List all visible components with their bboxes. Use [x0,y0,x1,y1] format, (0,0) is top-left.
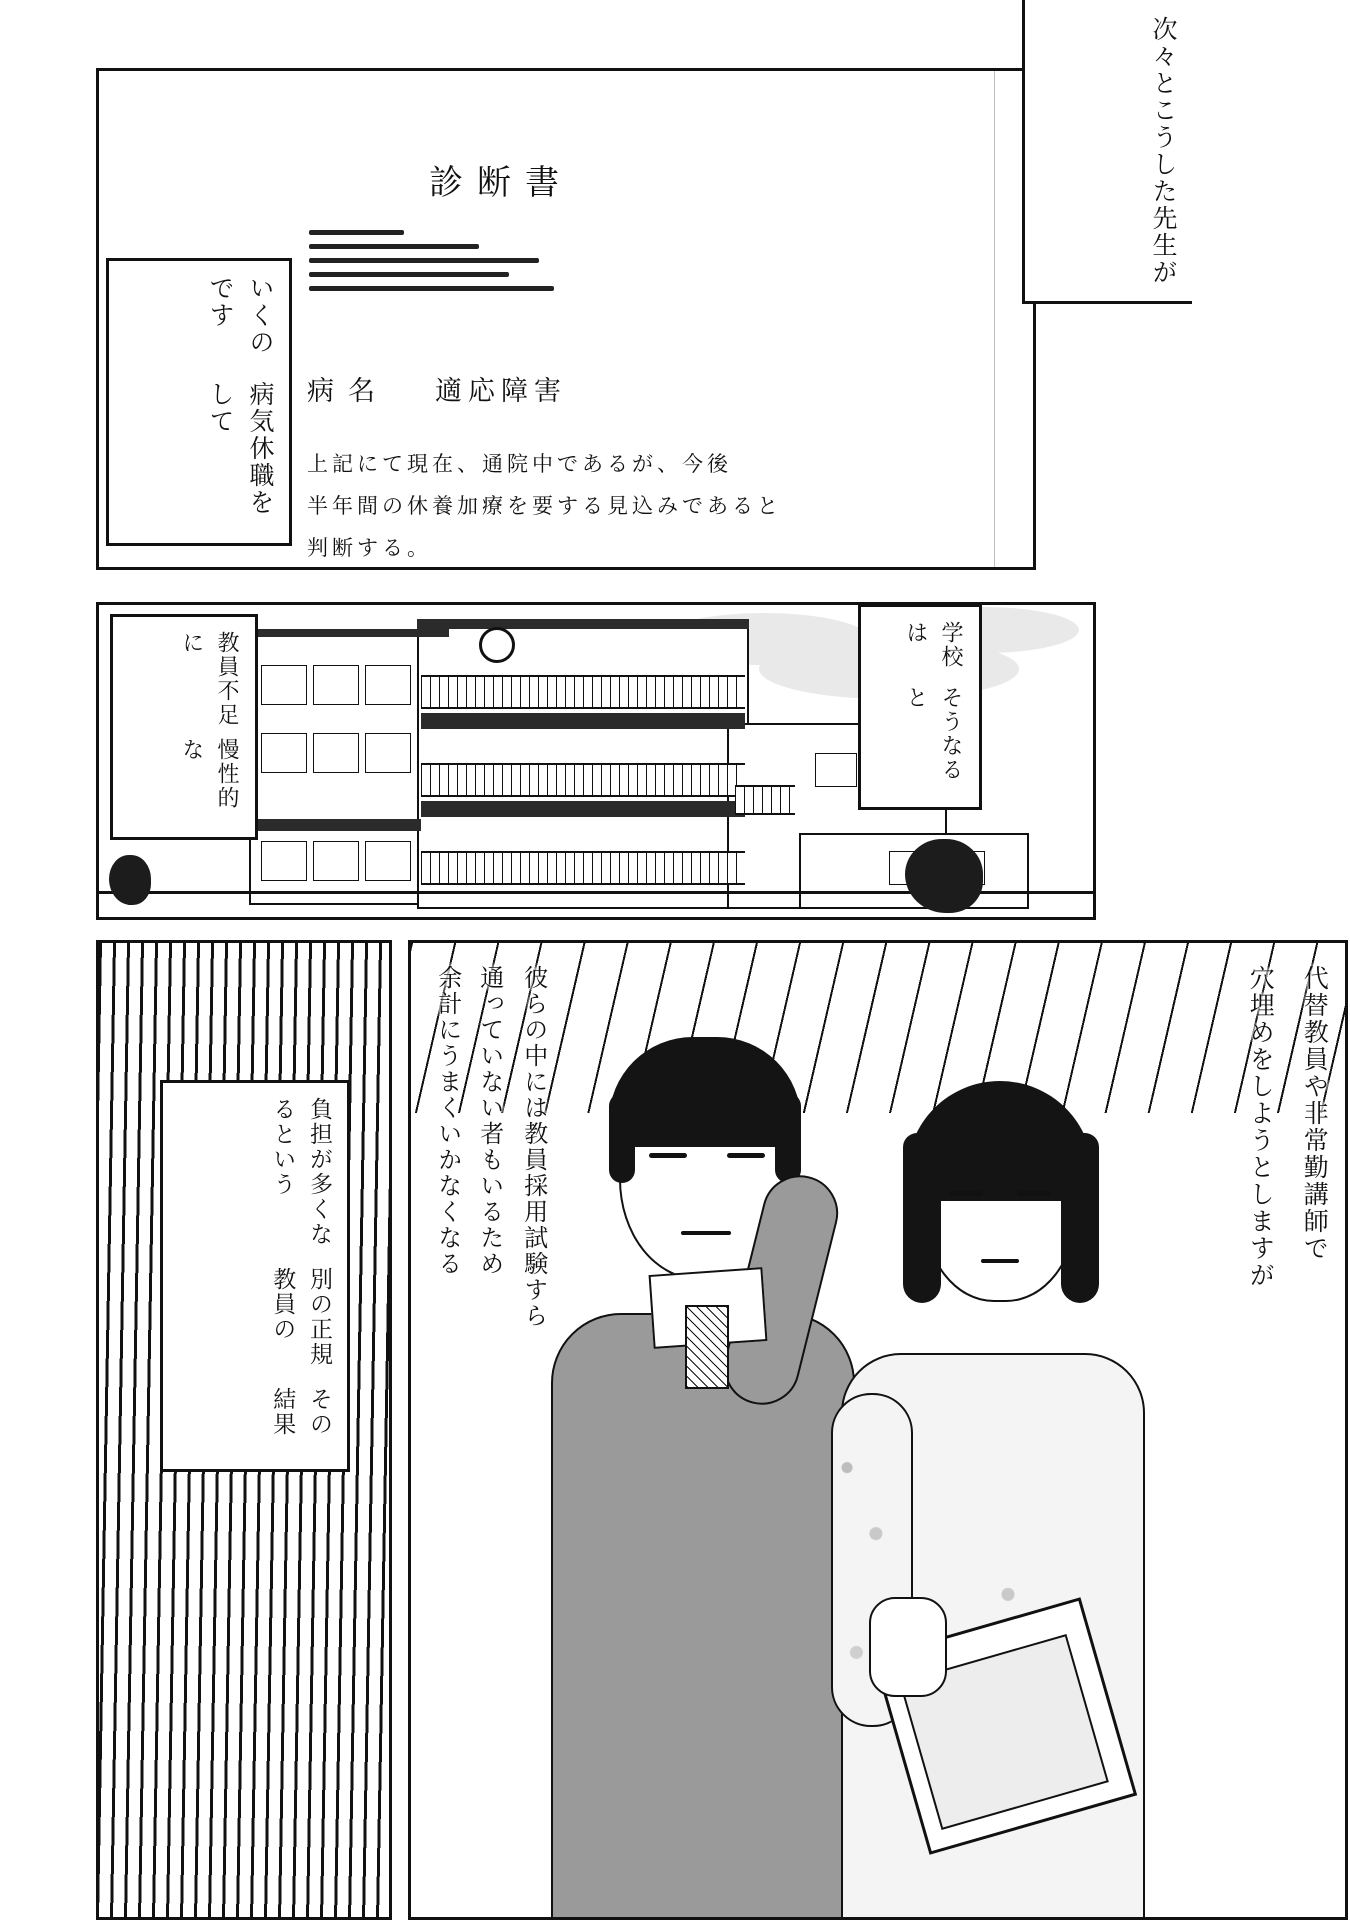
female-eye-right [1017,1191,1051,1196]
female-eye-left [949,1191,983,1196]
document-body-line-1: 上記にて現在、通院中であるが、今後 [307,452,732,476]
narration-top-right-line-2: 次々と [1149,15,1176,97]
male-hair [609,1037,801,1147]
narration-curtain-line-1: その結果 [270,1386,332,1437]
person-male-teacher [531,1013,871,1920]
male-sweater [551,1313,855,1920]
document-title: 診断書 [429,165,573,202]
narration-curtain-line-2: 別の正規教員の [270,1267,332,1368]
male-sideburn [775,1093,801,1183]
narration-doc-line-1: 病気休職をして [206,380,273,516]
document-body [307,443,782,569]
roof-eave [249,629,449,637]
narration-top-right-line-1: こうした先生が [1149,96,1176,286]
female-mouth [981,1259,1019,1263]
narration-school-right-line-2: 学校は [903,621,964,669]
tree [109,855,151,905]
balcony-shadow [421,713,745,729]
narration-box-teacher-shortage [110,614,258,840]
window [313,733,359,773]
window [261,665,307,705]
narration-people-line-3: 彼らの中には教員採用試験すら [519,965,546,1329]
narration-box-top-right [1022,0,1192,304]
balcony-railing [421,675,745,709]
person-female-teacher [831,1063,1161,1920]
narration-people-line-4: 通っていない者もいるため [475,965,502,1277]
male-necktie [685,1305,729,1389]
female-hair-side-right [1061,1133,1099,1303]
narration-school-right-line-1: そうなると [903,685,964,782]
paper-fold-line [994,71,995,567]
teachers-panel [408,940,1348,1920]
male-sideburn [609,1093,635,1183]
disease-label: 病名 [307,376,389,406]
narration-doc-line-2: いくのです [206,275,273,356]
narration-people-line-1: 代替教員や非常勤講師で [1300,965,1328,1262]
balcony-railing [421,851,745,885]
window [261,733,307,773]
narration-box-result [160,1080,350,1472]
window [313,665,359,705]
balcony-railing [735,785,795,815]
narration-curtain-line-3: 負担が多くなるという [270,1097,332,1247]
male-eye-right [727,1153,765,1158]
narration-school-left-line-1: 慢性的な [179,737,240,810]
document-body-line-3: 判断する。 [307,536,432,560]
roof-eave [417,619,749,629]
male-eye-left [649,1153,687,1158]
narration-school-left-line-2: 教員不足に [179,631,240,727]
narration-people-line-5: 余計にうまくいかなくなる [433,965,460,1277]
window [365,665,411,705]
window [261,841,307,881]
balcony-shadow [421,801,745,817]
male-mouth [681,1231,731,1235]
window [313,841,359,881]
window [365,841,411,881]
narration-box-so-the-school [858,604,982,810]
wall-clock-icon [479,627,515,663]
window [815,753,857,787]
balcony-railing [421,763,745,797]
wall-shadow [249,819,421,831]
tree [905,839,983,913]
female-hair-side-left [903,1133,941,1303]
document-scribble-text [309,221,609,311]
document-body-line-2: 半年間の休養加療を要する見込みであると [307,494,782,518]
female-hand [869,1597,947,1697]
document-disease-row [307,369,567,408]
window [365,733,411,773]
narration-people-line-2: 穴埋めをしようとしますが [1246,965,1274,1289]
disease-value: 適応障害 [435,376,567,406]
narration-box-sick-leave [106,258,292,546]
